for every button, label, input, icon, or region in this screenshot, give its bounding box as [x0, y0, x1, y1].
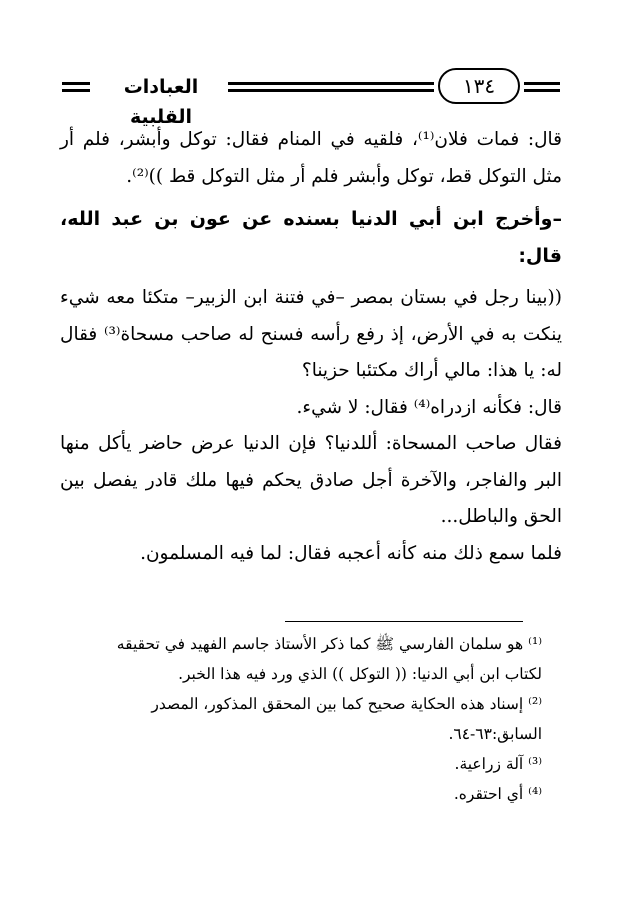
header-rule-middle [228, 82, 434, 92]
paragraph-1: قال: فمات فلان⁽¹⁾، فلقيه في المنام فقال: توكل وأبشر، فلم أر مثل التوكل قط، توكل وأبشر فلم أر مثل التوكل قط ))⁽²⁾. [60, 129, 563, 187]
paragraph-6: فلما سمع ذلك منه كأنه أعجبه فقال: لما فيه المسلمون. [140, 542, 562, 564]
main-text [60, 122, 562, 572]
header-rule-right [524, 82, 560, 92]
paragraph-2-heading: –وأخرج ابن أبي الدنيا بسنده عن عون بن عبد الله، قال: [60, 208, 562, 267]
footnotes [60, 629, 542, 809]
paragraph-5: فقال صاحب المسحاة: أللدنيا؟ فإن الدنيا عرض حاضر يأكل منها البر والفاجر، والآخرة أجل صادق يحكم فيها ملك قادر يفصل بين الحق والباطل... [60, 433, 562, 527]
footnote-3: ⁽³⁾ آلة زراعية. [454, 755, 542, 773]
header-rule-left [62, 82, 90, 92]
footnote-2-line-1: ⁽²⁾ إسناد هذه الحكاية صحيح كما بين المحقق المذكور، المصدر [151, 695, 542, 713]
footnote-1-line-1: ⁽¹⁾ هو سلمان الفارسي ﷺ كما ذكر الأستاذ جاسم الفهيد في تحقيقه [116, 635, 542, 653]
footnote-1-line-2: لكتاب ابن أبي الدنيا: (( التوكل )) الذي ورد فيه هذا الخبر. [178, 665, 542, 683]
running-title: العبادات القلبية [123, 76, 199, 128]
footnote-4: ⁽⁴⁾ أي احتقره. [453, 785, 542, 803]
page-header [62, 72, 560, 128]
page-number: ١٣٤ [438, 68, 520, 104]
footnote-2-line-2: السابق:٦٣-٦٤. [448, 725, 542, 743]
paragraph-4: قال: فكأنه ازدراه⁽⁴⁾ فقال: لا شيء. [296, 396, 562, 418]
paragraph-3: ((بينا رجل في بستان بمصر –في فتنة ابن الزبير– متكئا معه شيء ينكت به في الأرض، إذ رفع رأسه فسنح له صاحب مسحاة⁽³⁾ فقال له: يا هذا: مالي أراك مكتئبا حزينا؟ [60, 287, 562, 381]
footnote-separator [285, 621, 523, 622]
